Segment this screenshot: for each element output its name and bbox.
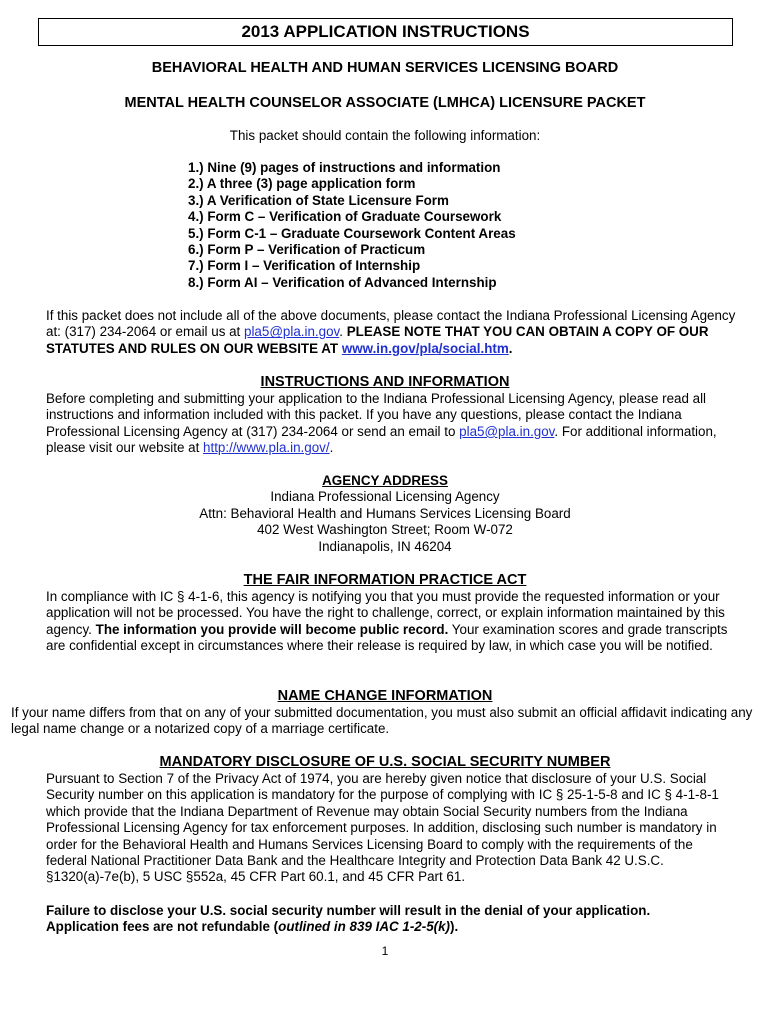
list-item: 4.) Form C – Verification of Graduate Coursework: [188, 209, 502, 225]
address-line: Attn: Behavioral Health and Humans Services Licensing Board: [199, 505, 571, 521]
name-change-paragraph: If your name differs from that on any of your submitted documentation, you must also submit an official affidavit indicating any legal name change or a notarized copy of a marriage certificate.: [11, 705, 753, 737]
page-number: 1: [381, 944, 389, 958]
ssn-paragraph: Pursuant to Section 7 of the Privacy Act of 1974, you are hereby given notice that disclosure of your U.S. Social Security number on this application is mandatory for the purpose of complying with IC § 25-1-5-8 and IC § 4-1-8-1 which provide that the Indiana Department of Revenue may obtain Social Security numbers from the Indiana Professional Licensing Agency for tax enforcement purposes. In addition, disclosing such number is mandatory in order for the Behavioral Health and Humans Services Licensing Board to comply with the requirements of the federal National Practitioner Data Bank and the Healthcare Integrity and Protection Data Bank 42 U.S.C. §1320(a)-7e(b), 5 USC §552a, 45 CFR Part 60.1, and 45 CFR Part 61.: [46, 771, 719, 885]
list-item: 2.) A three (3) page application form: [188, 176, 416, 192]
address-line: Indiana Professional Licensing Agency: [270, 489, 500, 505]
instructions-email-link[interactable]: pla5@pla.in.gov: [459, 423, 555, 439]
instructions-heading: INSTRUCTIONS AND INFORMATION: [260, 374, 510, 390]
list-item: 1.) Nine (9) pages of instructions and information: [188, 160, 501, 175]
intro-text: This packet should contain the following information:: [229, 128, 541, 143]
ssn-heading: MANDATORY DISCLOSURE OF U.S. SOCIAL SECURITY NUMBER: [159, 754, 611, 770]
packet-heading: MENTAL HEALTH COUNSELOR ASSOCIATE (LMHCA) LICENSURE PACKET: [124, 95, 646, 111]
agency-website-link[interactable]: http://www.pla.in.gov/: [203, 440, 330, 456]
list-item: 3.) A Verification of State Licensure Form: [188, 192, 449, 208]
statutes-website-link[interactable]: www.in.gov/pla/social.htm: [341, 340, 509, 356]
page-title: 2013 APPLICATION INSTRUCTIONS: [38, 18, 733, 46]
fair-info-heading: THE FAIR INFORMATION PRACTICE ACT: [243, 572, 527, 588]
list-item: 7.) Form I – Verification of Internship: [188, 258, 421, 274]
board-heading: BEHAVIORAL HEALTH AND HUMAN SERVICES LICENSING BOARD: [151, 60, 619, 76]
instructions-paragraph: Before completing and submitting your application to the Indiana Professional Licensing Agency, please read all instructions and information included with this packet. If you have any questions, please contact the Indiana Professional Licensing Agency at (317) 234-2064 or send an email to pla5@pla.in.gov. For additional information, please visit our website at http://www.pla.in.gov/.: [46, 391, 717, 456]
packet-contents-list: [188, 160, 516, 291]
ssn-warning: Failure to disclose your U.S. social security number will result in the denial of your application. Application fees are not refundable (outlined in 839 IAC 1-2-5(k)).: [46, 903, 651, 935]
address-line: 402 West Washington Street; Room W-072: [257, 522, 513, 538]
list-item: 5.) Form C-1 – Graduate Coursework Content Areas: [188, 225, 516, 241]
contact-paragraph: If this packet does not include all of the above documents, please contact the Indiana Professional Licensing Agency at: (317) 234-2064 or email us at pla5@pla.in.gov. PLEASE NOTE THAT YOU CAN OBTAIN A COPY OF OUR STATUTES AND RULES ON OUR WEBSITE AT www.in.gov/pla/social.htm.: [46, 308, 736, 356]
list-item: 6.) Form P – Verification of Practicum: [188, 242, 426, 258]
agency-address: [0, 473, 770, 555]
address-heading: AGENCY ADDRESS: [322, 473, 448, 488]
contact-email-link[interactable]: pla5@pla.in.gov: [244, 324, 340, 340]
fair-info-paragraph: In compliance with IC § 4-1-6, this agency is notifying you that you must provide the requested information or your application will not be processed. You have the right to challenge, correct, or explain information maintained by this agency. The information you provide will become public record. Your examination scores and grade transcripts are confidential except in circumstances where their release is required by law, in which case you will be notified.: [46, 589, 728, 654]
list-item: 8.) Form AI – Verification of Advanced Internship: [188, 274, 497, 290]
address-line: Indianapolis, IN 46204: [318, 538, 452, 554]
name-change-heading: NAME CHANGE INFORMATION: [277, 688, 493, 704]
